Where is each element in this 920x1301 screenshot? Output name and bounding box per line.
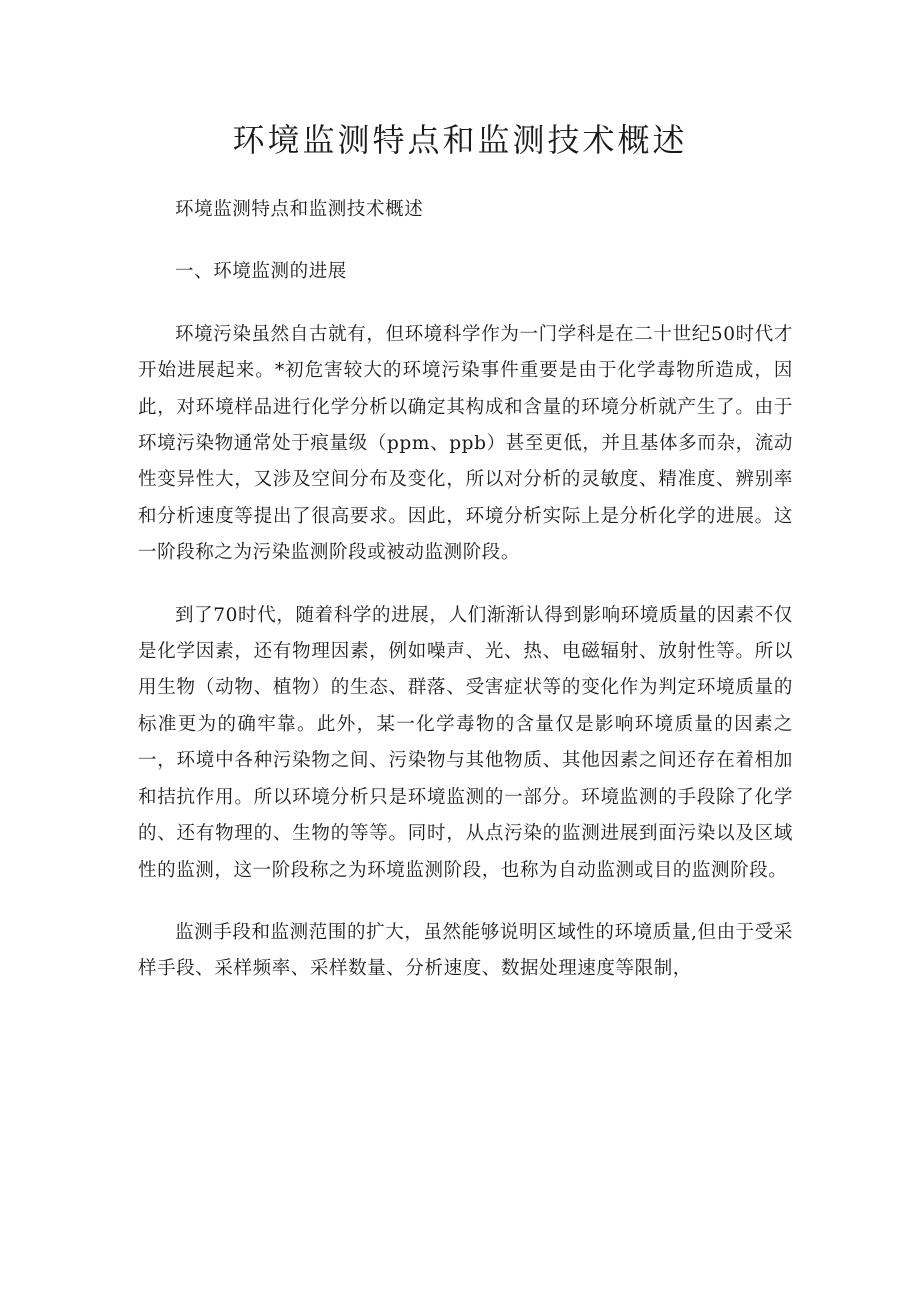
document-subtitle: 环境监测特点和监测技术概述 xyxy=(175,199,424,220)
section-heading: 一、环境监测的进展 xyxy=(175,261,347,283)
paragraph-3: 监测手段和监测范围的扩大，虽然能够说明区域性的环境质量,但由于受采样手段、采样频率、采样数量、分析速度、数据处理速度等限制， xyxy=(138,921,793,980)
page-title: 环境监测特点和监测技术概述 xyxy=(232,121,688,159)
paragraph-2: 到了70时代，随着科学的进展，人们渐渐认得到影响环境质量的因素不仅是化学因素，还有物理因素，例如噪声、光、热、电磁辐射、放射性等。所以用生物（动物、植物）的生态、群落、受害症状等的变化作为判定环境质量的标准更为的确牢靠。此外，某一化学毒物的含量仅是影响环境质量的因素之一，环境中各种污染物之间、污染物与其他物质、其他因素之间还存在着相加和拮抗作用。所以环境分析只是环境监测的一部分。环境监测的手段除了化学的、还有物理的、生物的等等。同时，从点污染的监测进展到面污染以及区域性的监测，这一阶段称之为环境监测阶段，也称为自动监测或目的监测阶段。 xyxy=(138,604,793,881)
document-body xyxy=(138,192,793,1014)
paragraph-1: 环境污染虽然自古就有，但环境科学作为一门学科是在二十世纪50时代才开始进展起来。*初危害较大的环境污染事件重要是由于化学毒物所造成，因此，对环境样品进行化学分析以确定其构成和含量的环境分析就产生了。由于环境污染物通常处于痕量级（ppm、ppb）甚至更低，并且基体多而杂，流动性变异性大，又涉及空间分布及变化，所以对分析的灵敏度、精准度、辨别率和分析速度等提出了很高要求。因此，环境分析实际上是分析化学的进展。这一阶段称之为污染监测阶段或被动监测阶段。 xyxy=(138,323,793,564)
